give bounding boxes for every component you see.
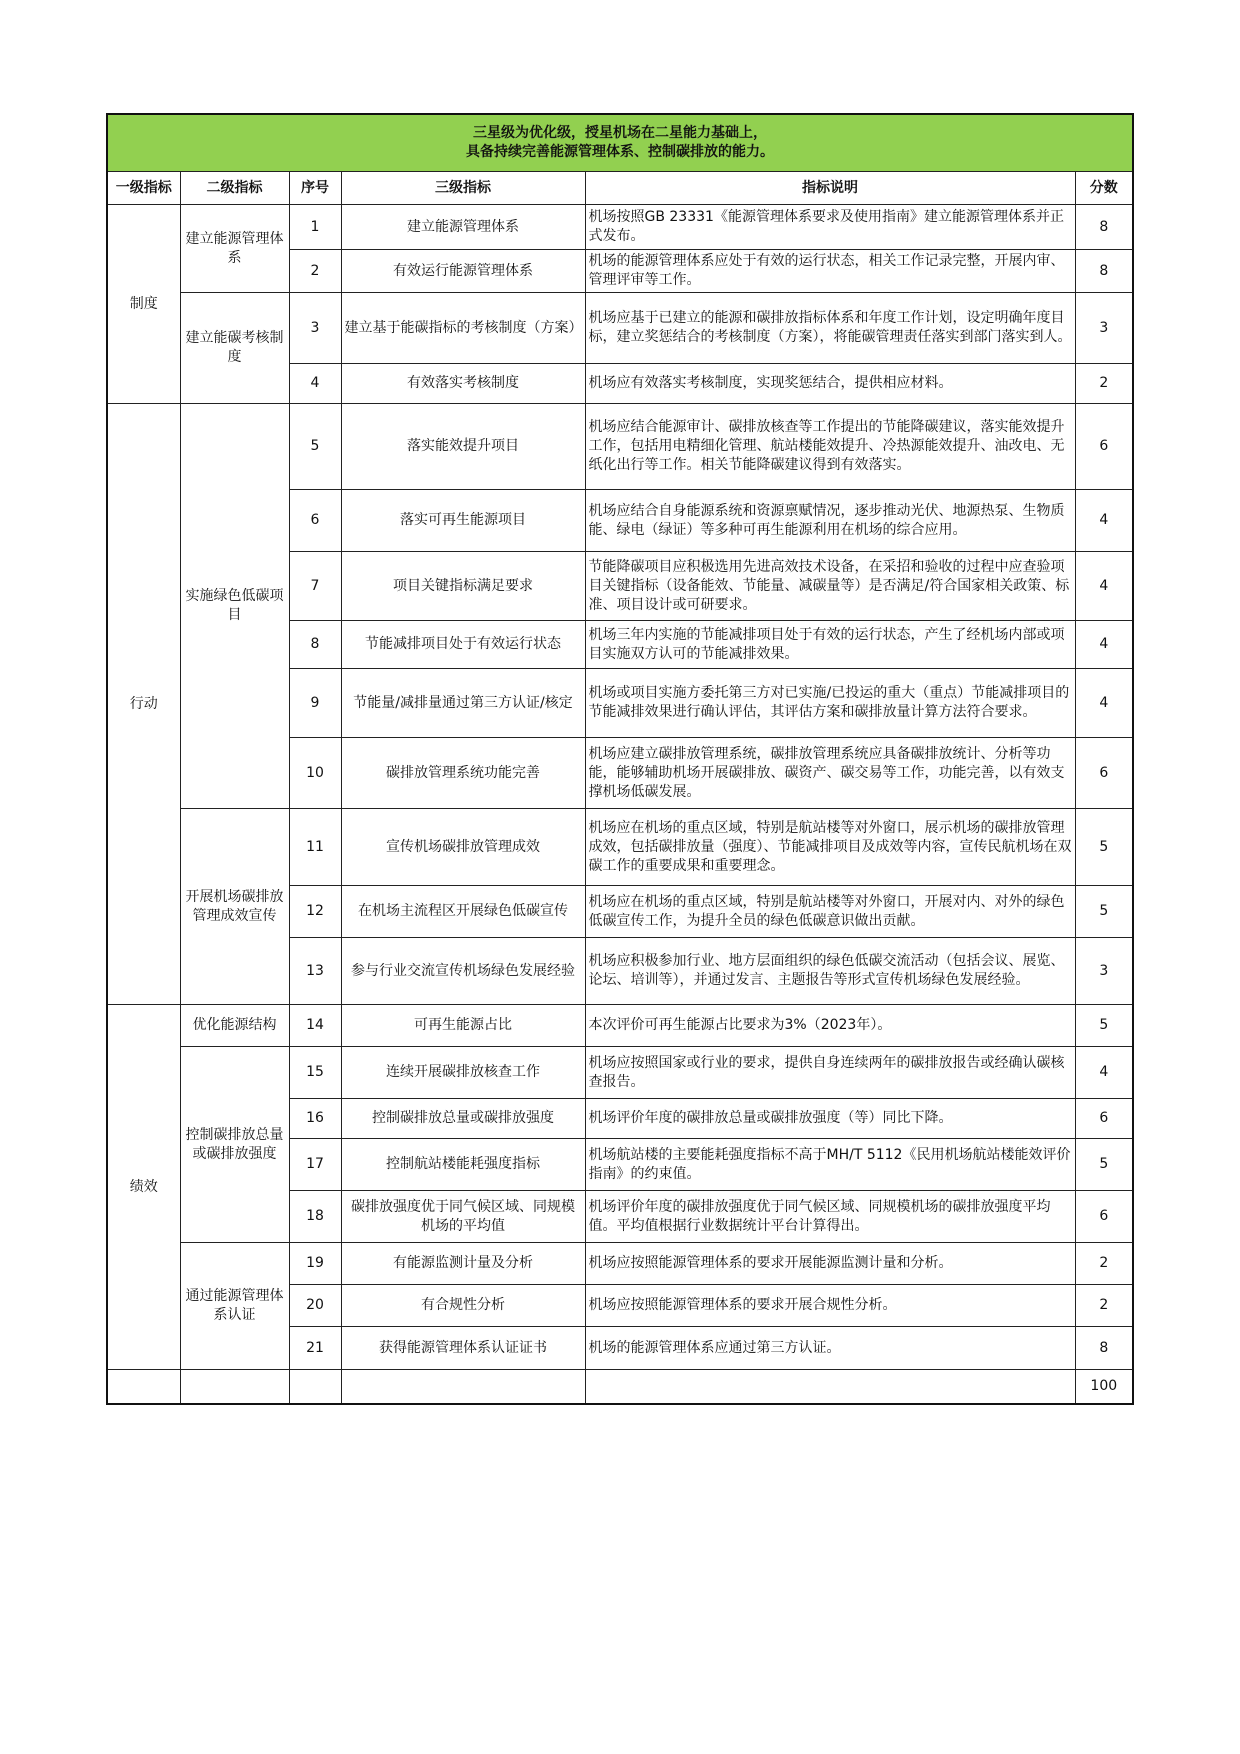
row-number: 3 [289,293,341,364]
description-cell: 机场应基于已建立的能源和碳排放指标体系和年度工作计划，设定明确年度目标，建立奖惩结合的考核制度（方案），将能碳管理责任落实到部门落实到人。 [585,293,1075,364]
description-cell: 机场应在机场的重点区域，特别是航站楼等对外窗口，开展对内、对外的绿色低碳宣传工作，为提升全员的绿色低碳意识做出贡献。 [585,886,1075,938]
level3-cell: 在机场主流程区开展绿色低碳宣传 [341,886,585,938]
row-number: 17 [289,1139,341,1191]
row-number: 19 [289,1243,341,1285]
score-cell: 5 [1075,809,1133,886]
score-cell: 3 [1075,293,1133,364]
table-row [107,1005,1133,1047]
description-cell: 本次评价可再生能源占比要求为3%（2023年）。 [585,1005,1075,1047]
row-number: 21 [289,1327,341,1370]
description-cell: 机场应按照能源管理体系的要求开展能源监测计量和分析。 [585,1243,1075,1285]
description-cell: 机场应积极参加行业、地方层面组织的绿色低碳交流活动（包括会议、展览、论坛、培训等），并通过发言、主题报告等形式宣传机场绿色发展经验。 [585,938,1075,1005]
description-cell: 机场评价年度的碳排放总量或碳排放强度（等）同比下降。 [585,1099,1075,1139]
score-cell: 4 [1075,1047,1133,1099]
level3-cell: 有效运行能源管理体系 [341,250,585,293]
row-number: 18 [289,1191,341,1243]
score-cell: 6 [1075,738,1133,809]
description-cell: 机场应结合自身能源系统和资源禀赋情况，逐步推动光伏、地源热泵、生物质能、绿电（绿证）等多种可再生能源利用在机场的综合应用。 [585,490,1075,552]
level3-cell: 节能量/减排量通过第三方认证/核定 [341,669,585,738]
score-cell: 5 [1075,1005,1133,1047]
row-number: 20 [289,1285,341,1327]
description-cell: 机场的能源管理体系应处于有效的运行状态，相关工作记录完整，开展内审、管理评审等工作。 [585,250,1075,293]
row-number: 8 [289,621,341,669]
level2-cell: 控制碳排放总量或碳排放强度 [180,1047,289,1243]
empty-cell [585,1370,1075,1404]
level3-cell: 有效落实考核制度 [341,364,585,404]
description-cell: 机场应建立碳排放管理系统，碳排放管理系统应具备碳排放统计、分析等功能，能够辅助机场开展碳排放、碳资产、碳交易等工作，功能完善，以有效支撑机场低碳发展。 [585,738,1075,809]
row-number: 1 [289,205,341,250]
score-cell: 8 [1075,250,1133,293]
description-cell: 机场的能源管理体系应通过第三方认证。 [585,1327,1075,1370]
empty-cell [180,1370,289,1404]
description-cell: 节能降碳项目应积极选用先进高效技术设备，在采招和验收的过程中应查验项目关键指标（设备能效、节能量、减碳量等）是否满足/符合国家相关政策、标准、项目设计或可研要求。 [585,552,1075,621]
level3-cell: 控制碳排放总量或碳排放强度 [341,1099,585,1139]
criteria-table [106,113,1134,1405]
score-cell: 4 [1075,490,1133,552]
score-cell: 5 [1075,1139,1133,1191]
score-cell: 2 [1075,1285,1133,1327]
row-number: 11 [289,809,341,886]
row-number: 12 [289,886,341,938]
level3-cell: 建立能源管理体系 [341,205,585,250]
level3-cell: 节能减排项目处于有效运行状态 [341,621,585,669]
description-cell: 机场评价年度的碳排放强度优于同气候区域、同规模机场的碳排放强度平均值。平均值根据行业数据统计平台计算得出。 [585,1191,1075,1243]
row-number: 2 [289,250,341,293]
description-cell: 机场应在机场的重点区域，特别是航站楼等对外窗口，展示机场的碳排放管理成效，包括碳排放量（强度）、节能减排项目及成效等内容，宣传民航机场在双碳工作的重要成果和重要理念。 [585,809,1075,886]
level3-cell: 碳排放强度优于同气候区域、同规模机场的平均值 [341,1191,585,1243]
row-number: 16 [289,1099,341,1139]
level3-cell: 参与行业交流宣传机场绿色发展经验 [341,938,585,1005]
level3-cell: 碳排放管理系统功能完善 [341,738,585,809]
level3-cell: 可再生能源占比 [341,1005,585,1047]
banner-line-2: 具备持续完善能源管理体系、控制碳排放的能力。 [466,144,775,160]
table-banner [107,114,1133,172]
score-cell: 6 [1075,404,1133,490]
score-cell: 4 [1075,552,1133,621]
level3-cell: 建立基于能碳指标的考核制度（方案） [341,293,585,364]
total-score: 100 [1075,1370,1133,1404]
total-row [107,1370,1133,1404]
header-number: 序号 [289,172,341,205]
level3-cell: 项目关键指标满足要求 [341,552,585,621]
level2-cell: 建立能碳考核制度 [180,293,289,404]
header-description: 指标说明 [585,172,1075,205]
empty-cell [289,1370,341,1404]
level3-cell: 宣传机场碳排放管理成效 [341,809,585,886]
row-number: 5 [289,404,341,490]
header-level3: 三级指标 [341,172,585,205]
table-row [107,1047,1133,1099]
score-cell: 2 [1075,364,1133,404]
header-row [107,172,1133,205]
description-cell: 机场三年内实施的节能减排项目处于有效的运行状态，产生了经机场内部或项目实施双方认可的节能减排效果。 [585,621,1075,669]
row-number: 15 [289,1047,341,1099]
row-number: 10 [289,738,341,809]
level1-cell: 制度 [107,205,180,404]
level3-cell: 控制航站楼能耗强度指标 [341,1139,585,1191]
description-cell: 机场应结合能源审计、碳排放核查等工作提出的节能降碳建议，落实能效提升工作，包括用电精细化管理、航站楼能效提升、冷热源能效提升、油改电、无纸化出行等工作。相关节能降碳建议得到有效落实。 [585,404,1075,490]
level3-cell: 落实能效提升项目 [341,404,585,490]
score-cell: 4 [1075,621,1133,669]
level3-cell: 有合规性分析 [341,1285,585,1327]
score-cell: 5 [1075,886,1133,938]
level2-cell: 优化能源结构 [180,1005,289,1047]
row-number: 14 [289,1005,341,1047]
empty-cell [107,1370,180,1404]
description-cell: 机场应按照能源管理体系的要求开展合规性分析。 [585,1285,1075,1327]
header-level1: 一级指标 [107,172,180,205]
level2-cell: 建立能源管理体系 [180,205,289,293]
row-number: 4 [289,364,341,404]
banner-line-1: 三星级为优化级，授星机场在二星能力基础上， [473,125,768,141]
score-cell: 3 [1075,938,1133,1005]
header-level2: 二级指标 [180,172,289,205]
row-number: 9 [289,669,341,738]
score-cell: 6 [1075,1099,1133,1139]
level2-cell: 开展机场碳排放管理成效宣传 [180,809,289,1005]
header-score: 分数 [1075,172,1133,205]
table-row [107,293,1133,364]
row-number: 6 [289,490,341,552]
level3-cell: 连续开展碳排放核查工作 [341,1047,585,1099]
level2-cell: 通过能源管理体系认证 [180,1243,289,1370]
description-cell: 机场应有效落实考核制度，实现奖惩结合，提供相应材料。 [585,364,1075,404]
table-row [107,809,1133,886]
level3-cell: 有能源监测计量及分析 [341,1243,585,1285]
description-cell: 机场或项目实施方委托第三方对已实施/已投运的重大（重点）节能减排项目的节能减排效果进行确认评估，其评估方案和碳排放量计算方法符合要求。 [585,669,1075,738]
level3-cell: 落实可再生能源项目 [341,490,585,552]
score-cell: 8 [1075,205,1133,250]
table-row [107,1243,1133,1285]
score-cell: 6 [1075,1191,1133,1243]
level1-cell: 绩效 [107,1005,180,1370]
description-cell: 机场航站楼的主要能耗强度指标不高于MH/T 5112《民用机场航站楼能效评价指南》的约束值。 [585,1139,1075,1191]
level2-cell: 实施绿色低碳项目 [180,404,289,809]
score-cell: 8 [1075,1327,1133,1370]
row-number: 13 [289,938,341,1005]
level1-cell: 行动 [107,404,180,1005]
score-cell: 4 [1075,669,1133,738]
row-number: 7 [289,552,341,621]
score-cell: 2 [1075,1243,1133,1285]
description-cell: 机场按照GB 23331《能源管理体系要求及使用指南》建立能源管理体系并正式发布。 [585,205,1075,250]
level3-cell: 获得能源管理体系认证证书 [341,1327,585,1370]
table-row [107,205,1133,250]
description-cell: 机场应按照国家或行业的要求，提供自身连续两年的碳排放报告或经确认碳核查报告。 [585,1047,1075,1099]
table-row [107,404,1133,490]
empty-cell [341,1370,585,1404]
